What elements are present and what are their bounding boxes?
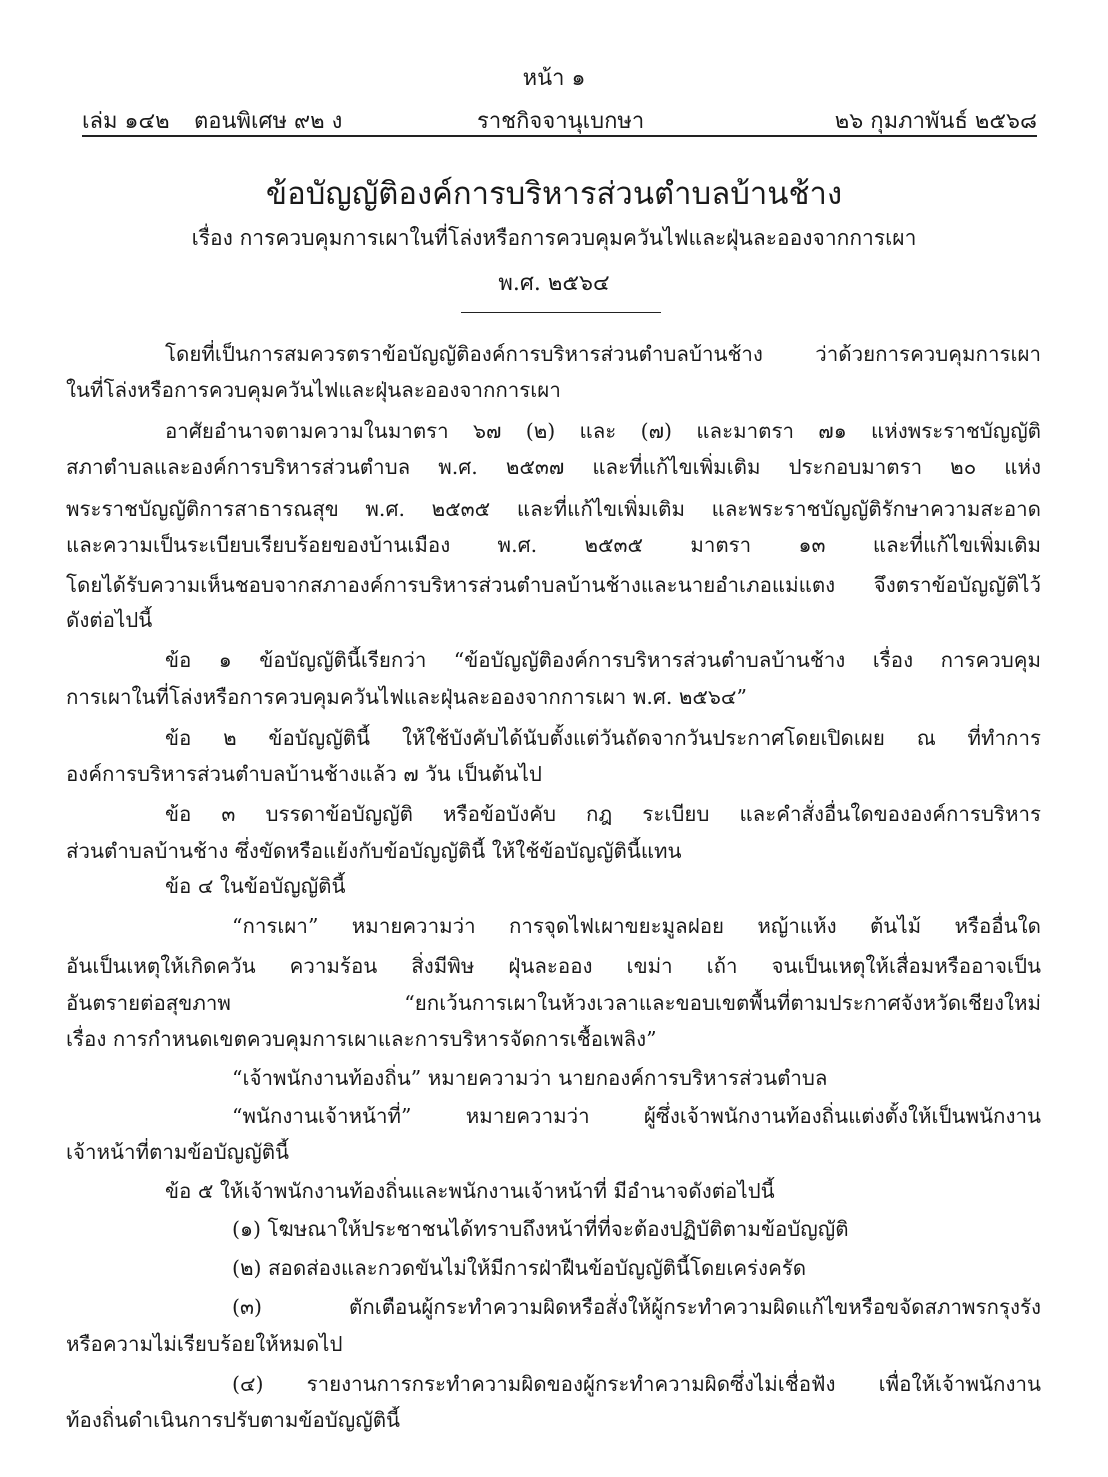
body-line: อาศัยอำนาจตามความในมาตรา ๖๗ (๒) และ (๗) และมาตรา ๗๑ แห่งพระราชบัญญัติ [165,419,1041,443]
body-line: เรื่อง การกำหนดเขตควบคุมการเผาและการบริหารจัดการเชื้อเพลิง” [66,1027,657,1051]
body-line: พระราชบัญญัติการสาธารณสุข พ.ศ. ๒๕๓๕ และที่แก้ไขเพิ่มเติม และพระราชบัญญัติรักษาความสะอาด [66,497,1041,521]
body-line: (๓) ตักเตือนผู้กระทำความผิดหรือสั่งให้ผู้กระทำความผิดแก้ไขหรือขจัดสภาพรกรุงรัง [232,1295,1041,1319]
body-line: องค์การบริหารส่วนตำบลบ้านช้างแล้ว ๗ วัน เป็นต้นไป [66,762,542,786]
body-line: “เจ้าพนักงานท้องถิ่น” หมายความว่า นายกองค์การบริหารส่วนตำบล [232,1066,828,1090]
page-number: หน้า ๑ [522,66,586,91]
body-line: (๒) สอดส่องและกวดขันไม่ให้มีการฝ่าฝืนข้อบัญญัตินี้โดยเคร่งครัด [232,1256,807,1280]
body-line: โดยที่เป็นการสมควรตราข้อบัญญัติองค์การบริหารส่วนตำบลบ้านช้าง ว่าด้วยการควบคุมการเผา [165,342,1041,366]
body-line: ข้อ ๕ ให้เจ้าพนักงานท้องถิ่นและพนักงานเจ้าหน้าที่ มีอำนาจดังต่อไปนี้ [165,1179,775,1203]
body-line: ข้อ ๓ บรรดาข้อบัญญัติ หรือข้อบังคับ กฎ ระเบียบ และคำสั่งอื่นใดขององค์การบริหาร [165,802,1041,826]
body-line: ข้อ ๔ ในข้อบัญญัตินี้ [165,874,346,898]
gazette-name: ราชกิจจานุเบกษา [477,109,645,134]
body-line: อันตรายต่อสุขภาพ “ยกเว้นการเผาในห้วงเวลาและขอบเขตพื้นที่ตามประกาศจังหวัดเชียงใหม่ [66,991,1041,1015]
body-line: (๔) รายงานการกระทำความผิดของผู้กระทำความผิดซึ่งไม่เชื่อฟัง เพื่อให้เจ้าพนักงาน [232,1372,1041,1396]
body-line: ในที่โล่งหรือการควบคุมควันไฟและฝุ่นละอองจากการเผา [66,378,561,402]
section-label: ตอนพิเศษ ๙๒ ง [194,109,343,134]
body-line: ข้อ ๑ ข้อบัญญัตินี้เรียกว่า “ข้อบัญญัติองค์การบริหารส่วนตำบลบ้านช้าง เรื่อง การควบคุม [165,648,1041,672]
body-line: ดังต่อไปนี้ [66,608,153,632]
body-line: ท้องถิ่นดำเนินการปรับตามข้อบัญญัตินี้ [66,1408,401,1432]
document-title: ข้อบัญญัติองค์การบริหารส่วนตำบลบ้านช้าง [265,176,843,212]
body-line: การเผาในที่โล่งหรือการควบคุมควันไฟและฝุ่นละอองจากการเผา พ.ศ. ๒๕๖๔” [66,685,747,709]
title-separator [461,312,661,313]
body-line: สภาตำบลและองค์การบริหารส่วนตำบล พ.ศ. ๒๕๓๗ และที่แก้ไขเพิ่มเติม ประกอบมาตรา ๒๐ แห่ง [66,455,1041,479]
body-line: “การเผา” หมายความว่า การจุดไฟเผาขยะมูลฝอย หญ้าแห้ง ต้นไม้ หรืออื่นใด [232,914,1041,938]
body-line: อันเป็นเหตุให้เกิดควัน ความร้อน สิ่งมีพิษ ฝุ่นละออง เขม่า เถ้า จนเป็นเหตุให้เสื่อมหรืออาจเป็น [66,954,1041,978]
document-subtitle: เรื่อง การควบคุมการเผาในที่โล่งหรือการควบคุมควันไฟและฝุ่นละอองจากการเผา [191,226,917,250]
body-line: เจ้าหน้าที่ตามข้อบัญญัตินี้ [66,1140,290,1164]
header-rule [82,135,1037,137]
body-line: หรือความไม่เรียบร้อยให้หมดไป [66,1332,343,1356]
document-year: พ.ศ. ๒๕๖๔ [498,271,610,296]
body-line: “พนักงานเจ้าหน้าที่” หมายความว่า ผู้ซึ่งเจ้าพนักงานท้องถิ่นแต่งตั้งให้เป็นพนักงาน [232,1104,1041,1128]
gazette-header [82,103,1037,133]
body-line: โดยได้รับความเห็นชอบจากสภาองค์การบริหารส่วนตำบลบ้านช้างและนายอำเภอแม่แตง จึงตราข้อบัญญัติไว้ [66,573,1041,597]
body-line: ส่วนตำบลบ้านช้าง ซึ่งขัดหรือแย้งกับข้อบัญญัตินี้ ให้ใช้ข้อบัญญัตินี้แทน [66,839,682,863]
body-line: (๑) โฆษณาให้ประชาชนได้ทราบถึงหน้าที่ที่จะต้องปฏิบัติตามข้อบัญญัติ [232,1217,849,1241]
body-line: ข้อ ๒ ข้อบัญญัตินี้ ให้ใช้บังคับได้นับตั้งแต่วันถัดจากวันประกาศโดยเปิดเผย ณ ที่ทำการ [165,726,1041,750]
volume-label: เล่ม ๑๔๒ [82,109,170,134]
body-line: และความเป็นระเบียบเรียบร้อยของบ้านเมือง พ.ศ. ๒๕๓๕ มาตรา ๑๓ และที่แก้ไขเพิ่มเติม [66,533,1041,557]
publication-date: ๒๖ กุมภาพันธ์ ๒๕๖๘ [834,109,1037,134]
